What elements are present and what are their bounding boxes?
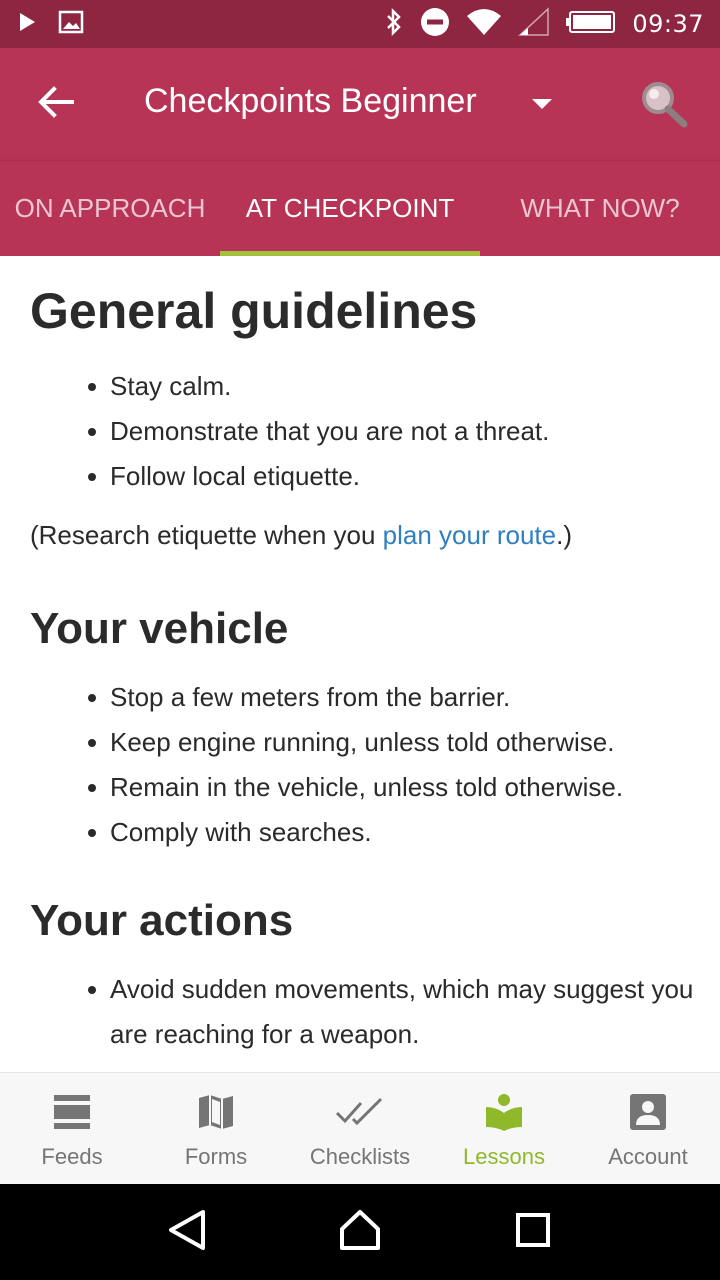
list-item: Stop a few meters from the barrier. [110, 675, 623, 720]
list-item: Keep engine running, unless told otherwise. [110, 720, 623, 765]
list-item: Stay calm. [110, 364, 549, 409]
system-home-button[interactable] [330, 1202, 390, 1262]
heading-your-vehicle: Your vehicle [30, 604, 289, 653]
tab-bar [0, 160, 720, 256]
lessons-icon [484, 1093, 524, 1136]
nav-forms[interactable] [144, 1073, 288, 1184]
list-item: Follow local etiquette. [110, 454, 549, 499]
note-prefix: (Research etiquette when you [30, 520, 383, 550]
note-suffix: .) [556, 520, 572, 550]
play-icon [16, 11, 38, 38]
title-dropdown-button[interactable] [520, 88, 564, 124]
nav-label: Feeds [41, 1144, 103, 1169]
list-item: Remain in the vehicle, unless told otherwise. [110, 765, 623, 810]
list-item: Avoid sudden movements, which may suggest you are reaching for a weapon. [110, 967, 700, 1057]
nav-label: Forms [184, 1144, 248, 1169]
tab-what-now[interactable]: WHAT NOW? [520, 193, 680, 223]
nav-lessons[interactable] [432, 1073, 576, 1184]
search-button[interactable] [632, 76, 696, 136]
heading-general-guidelines: General guidelines [30, 283, 478, 339]
list-item: Demonstrate that you are not a threat. [110, 409, 549, 454]
plan-route-link[interactable]: plan your route [382, 520, 557, 550]
do-not-disturb-icon [420, 7, 450, 42]
vehicle-list [110, 675, 623, 855]
arrow-back-icon [38, 86, 74, 123]
wifi-icon [466, 8, 502, 41]
image-icon [58, 10, 84, 39]
nav-label: Lessons [463, 1144, 545, 1169]
triangle-back-icon [167, 1208, 207, 1257]
system-navigation-bar [0, 1184, 720, 1280]
system-recents-button[interactable] [503, 1202, 563, 1262]
status-bar [0, 0, 720, 48]
page-title: Checkpoints Beginner [144, 82, 477, 120]
battery-icon [566, 10, 616, 39]
bluetooth-icon [384, 8, 404, 41]
caret-down-icon [530, 97, 554, 116]
nav-label: Account [608, 1144, 688, 1169]
tab-on-approach[interactable]: ON APPROACH [14, 193, 206, 223]
recents-icon [515, 1212, 551, 1253]
heading-your-actions: Your actions [30, 896, 294, 945]
home-icon [338, 1209, 382, 1256]
bottom-navigation [0, 1072, 720, 1184]
double-check-icon [335, 1093, 385, 1136]
list-item: Comply with searches. [110, 810, 623, 855]
clock: 09:37 [632, 10, 704, 38]
nav-label: Checklists [309, 1144, 411, 1169]
actions-list [110, 967, 700, 1057]
nav-feeds[interactable] [0, 1073, 144, 1184]
etiquette-note [30, 520, 572, 551]
map-icon [196, 1093, 236, 1136]
general-guidelines-list [110, 364, 549, 499]
lesson-content[interactable] [0, 256, 720, 1072]
system-back-button[interactable] [157, 1202, 217, 1262]
account-icon [628, 1093, 668, 1136]
nav-account[interactable] [576, 1073, 720, 1184]
feeds-icon [52, 1093, 92, 1136]
signal-icon [518, 7, 550, 42]
nav-checklists[interactable] [288, 1073, 432, 1184]
search-icon [638, 79, 690, 134]
app-bar [0, 48, 720, 160]
tab-at-checkpoint[interactable]: AT CHECKPOINT [220, 161, 480, 256]
back-button[interactable] [28, 76, 84, 132]
